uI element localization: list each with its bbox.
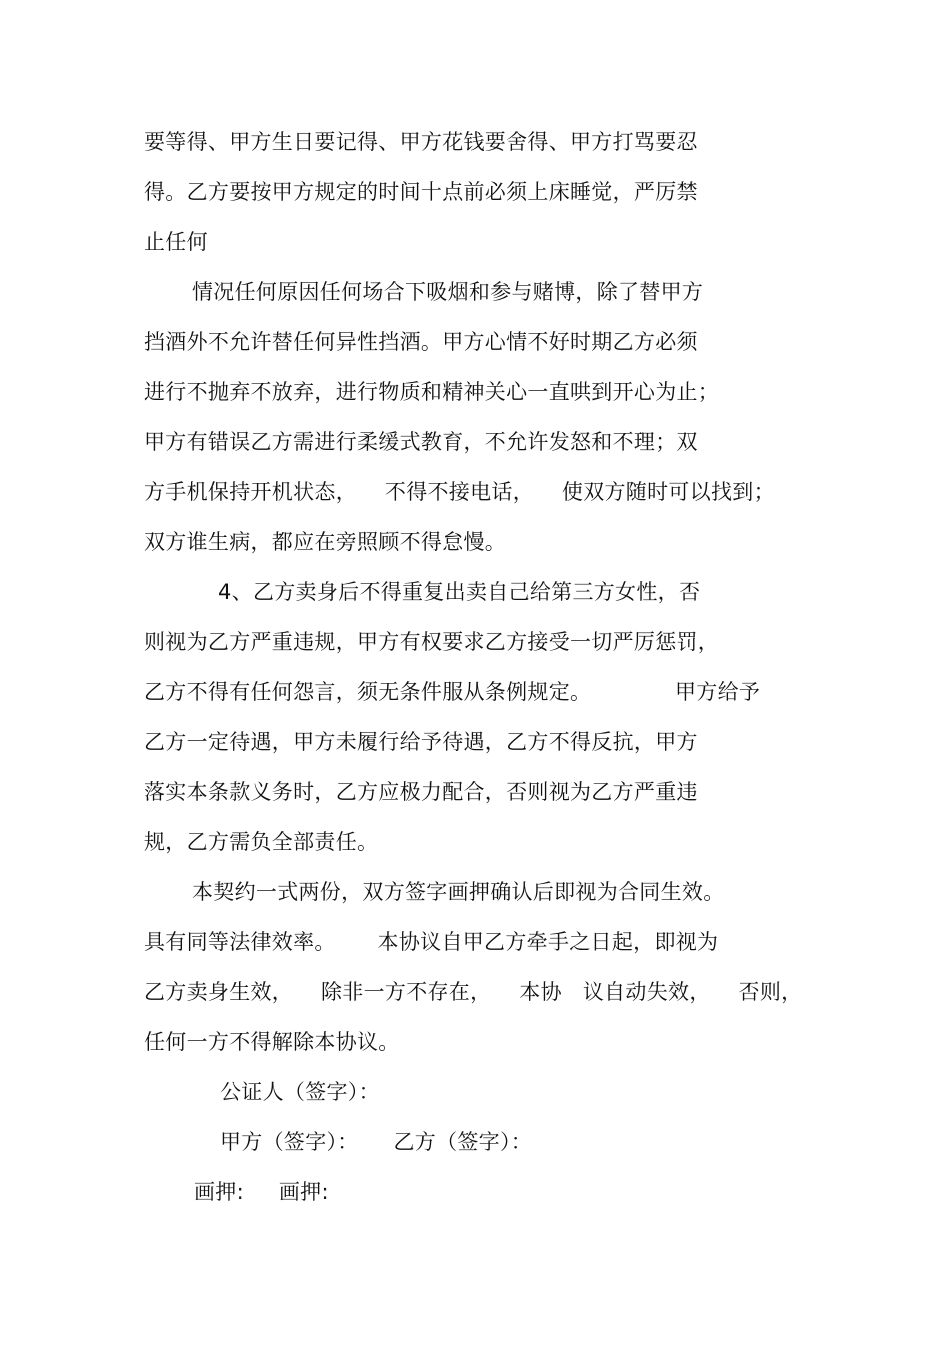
body-line-8: 方手机保持开机状态， 不得不接电话， 使双方随时可以找到； [144,480,775,504]
clause-4-line-6: 规，乙方需负全部责任。 [144,830,379,854]
closing-line-3: 乙方卖身生效， 除非一方不存在， 本协 议自动失效， 否则， [144,980,803,1004]
body-line-7: 甲方有错误乙方需进行柔缓式教育，不允许发怒和不理；双 [144,430,698,454]
clause-4-line-2: 则视为乙方严重违规，甲方有权要求乙方接受一切严厉惩罚， [144,630,720,654]
body-line-4: 情况任何原因任何场合下吸烟和参与赌博，除了替甲方 [192,280,704,304]
closing-line-4: 任何一方不得解除本协议。 [144,1030,400,1054]
closing-line-2: 具有同等法律效率。 本协议自甲乙方牵手之日起，即视为 [144,930,719,954]
clause-4-line-4: 乙方一定待遇，甲方未履行给予待遇，乙方不得反抗，甲方 [144,730,698,754]
clause-4-line-3: 乙方不得有任何怨言，须无条件服从条例规定。 甲方给予 [144,680,761,704]
fingerprint-labels: 画押: 画押: [194,1180,329,1204]
notary-signature-label: 公证人（签字）： [220,1080,380,1104]
clause-4-line-1: 4、乙方卖身后不得重复出卖自己给第三方女性，否 [218,580,701,604]
closing-line-1: 本契约一式两份，双方签字画押确认后即视为合同生效。 [192,880,725,904]
clause-4-line-5: 落实本条款义务时，乙方应极力配合，否则视为乙方严重违 [144,780,698,804]
body-line-3: 止任何 [144,230,208,254]
parties-signature-labels: 甲方（签字）： 乙方（签字）： [220,1130,533,1154]
body-line-2: 得。乙方要按甲方规定的时间十点前必须上床睡觉，严厉禁 [144,180,698,204]
body-line-1: 要等得、甲方生日要记得、甲方花钱要舍得、甲方打骂要忍 [144,130,698,154]
body-line-6: 进行不抛弃不放弃，进行物质和精神关心一直哄到开心为止； [144,380,720,404]
body-line-5: 挡酒外不允许替任何异性挡酒。甲方心情不好时期乙方必须 [144,330,698,354]
body-line-9: 双方谁生病，都应在旁照顾不得怠慢。 [144,530,507,554]
